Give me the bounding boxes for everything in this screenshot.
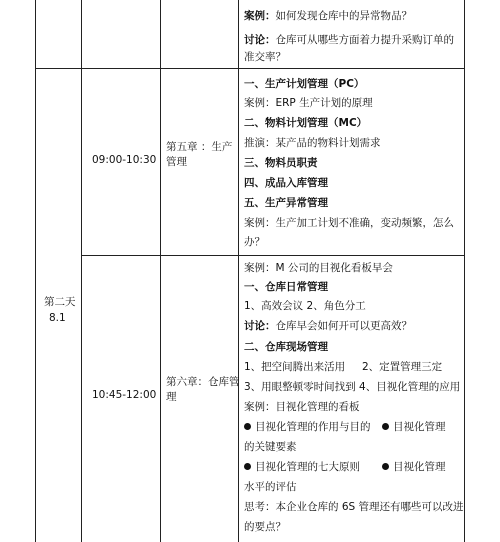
session1-time: 09:00-10:30	[92, 154, 157, 166]
table-divider-day	[81, 0, 82, 542]
session2-bullet-item	[382, 421, 446, 434]
bullet-text: 目视化管理	[393, 421, 446, 433]
session1-item: 三、物料员职责	[244, 157, 318, 169]
session2-section2-title: 二、仓库现场管理	[244, 341, 328, 353]
top-case-text: 如何发现仓库中的异常物品？	[275, 10, 412, 22]
session1-item: 推演：某产品的物料计划需求	[244, 137, 381, 149]
bullet-text: 目视化管理的作用与目的	[255, 421, 371, 433]
table-border-left	[35, 0, 36, 542]
table-divider-time	[160, 0, 161, 542]
session2-bullet-cont: 的关键要素	[244, 441, 297, 453]
top-discuss-line2: 准交率？	[244, 51, 286, 63]
top-case-line	[244, 10, 412, 23]
session2-bullet-item	[244, 421, 371, 434]
session1-item: 案例：生产加工计划不准确，变动频繁，怎么	[244, 217, 454, 229]
row-divider-top	[35, 68, 465, 69]
day-date: 8.1	[49, 312, 66, 324]
session2-discuss-line	[244, 320, 412, 333]
top-discuss-text: 仓库可从哪些方面着力提升采购订单的	[275, 34, 454, 46]
table-border-right	[464, 0, 465, 542]
bullet-icon	[244, 423, 251, 430]
session2-section1-points: 1、高效会议 2、角色分工	[244, 300, 366, 312]
session1-item: 案例：ERP 生产计划的原理	[244, 97, 373, 109]
session2-bullet-cont: 水平的评估	[244, 481, 297, 493]
session2-think-line: 思考：本企业仓库的 6S 管理还有哪些可以改进	[244, 501, 464, 513]
session1-item: 办？	[244, 236, 265, 248]
bullet-icon	[382, 463, 389, 470]
session2-case-board: 案例：目视化管理的看板	[244, 401, 360, 413]
bullet-text: 目视化管理	[393, 461, 446, 473]
day-label: 第二天	[44, 296, 76, 308]
session2-think-line2: 的要点？	[244, 521, 286, 533]
session2-bullet-item	[244, 461, 360, 474]
session1-chapter: 第五章 ：生产	[166, 141, 233, 153]
session2-section1-title: 一、仓库日常管理	[244, 281, 328, 293]
session2-discuss-label: 讨论：	[244, 320, 276, 332]
session1-item: 一、生产计划管理（PC）	[244, 78, 365, 90]
session2-case-intro: 案例：M 公司的目视化看板早会	[244, 262, 393, 274]
session2-chapter-cont: 理	[166, 391, 177, 403]
table-divider-chapter	[238, 0, 239, 542]
session1-item: 五、生产异常管理	[244, 197, 328, 209]
session2-time: 10:45-12:00	[92, 389, 157, 401]
session2-point1: 1、把空间腾出来活用	[244, 361, 346, 373]
bullet-icon	[382, 423, 389, 430]
row-divider-session	[81, 255, 465, 256]
session2-point3: 3、用眼整顿零时间找到 4、目视化管理的应用	[244, 381, 461, 393]
session2-bullet-item	[382, 461, 446, 474]
bullet-text: 目视化管理的七大原则	[255, 461, 360, 473]
session1-chapter-cont: 管理	[166, 156, 187, 168]
session1-item: 四、成品入库管理	[244, 177, 328, 189]
top-discuss-label: 讨论：	[244, 34, 276, 46]
top-discuss-line	[244, 34, 454, 47]
session2-discuss-text: 仓库早会如何开可以更高效？	[275, 320, 412, 332]
bullet-icon	[244, 463, 251, 470]
session1-item: 二、物料计划管理（MC）	[244, 117, 368, 129]
top-case-label: 案例：	[244, 10, 276, 22]
session2-chapter: 第六章：仓库管	[166, 376, 240, 388]
session2-point2: 2、定置管理三定	[362, 361, 443, 373]
